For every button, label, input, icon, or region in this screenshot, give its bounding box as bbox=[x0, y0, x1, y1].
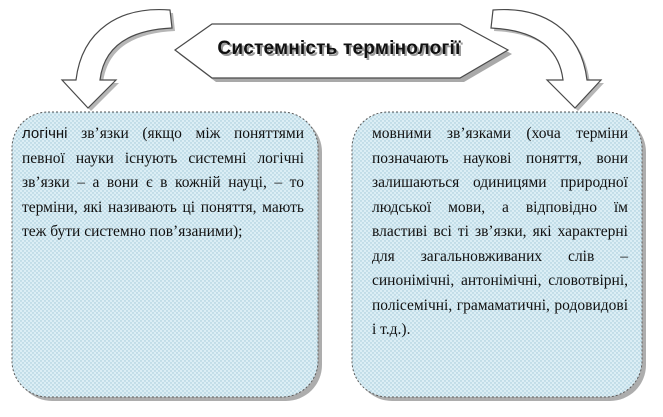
left-curved-arrow bbox=[62, 10, 175, 111]
left-panel-body: зв’язки (якщо між поняттями певної науки існують системні логічні зв’язки – а вони є в кожній науці, – то терміни, які називають ці поняття, мають теж бути системно пов’язаними); bbox=[22, 125, 304, 240]
left-panel-text bbox=[22, 122, 304, 245]
right-curved-arrow bbox=[491, 10, 604, 111]
diagram-title: Системність термінології bbox=[217, 38, 461, 59]
left-panel-first-word: логічні bbox=[22, 125, 68, 142]
right-panel-text: мовними зв’язками (хоча терміни позначають наукові поняття, вони залишаються одиницями природної людської мови, а відповідно їм властиві всі ті зв’язки, які характерні для загальновживаних слів – синонімічні, антонімічні, словотвірні, полісемічні, грамаматичні, родовидові і т.д.). bbox=[372, 125, 628, 338]
